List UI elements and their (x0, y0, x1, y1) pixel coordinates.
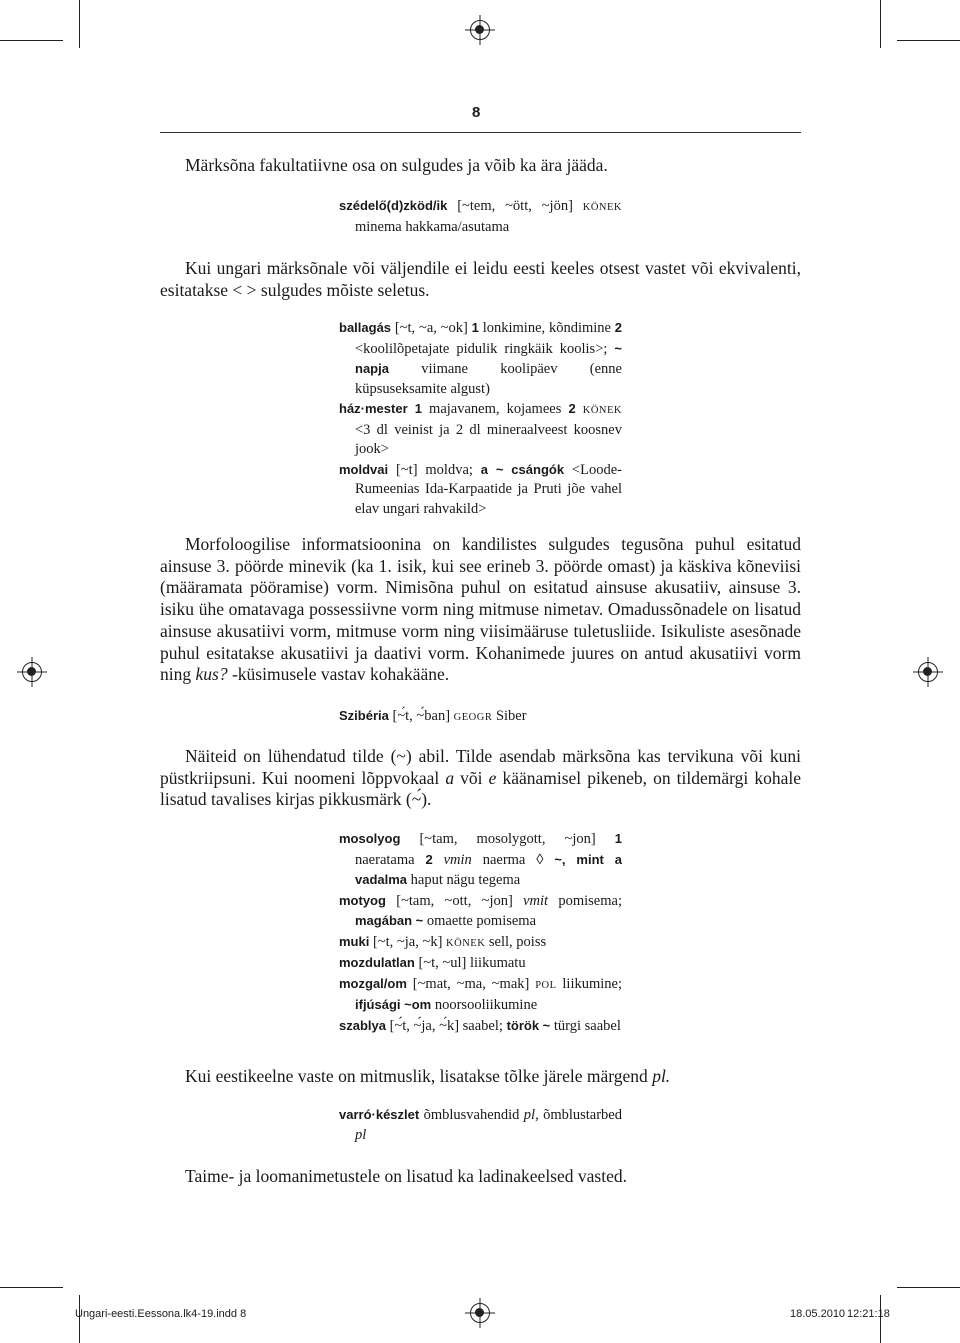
dictionary-entry: szablya [~́t, ~́ja, ~́k] saabel; török ~ türgi saabel (339, 1017, 621, 1034)
paragraph-tilde: Näiteid on lühendatud tilde (~) abil. Tilde asendab märksõna kas tervikuna või kuni püstkriipsuni. Kui noomeni lõppvokaal a või e käänamisel pikeneb, on tildemärgi kohale lisatud tavalises kirjas pikkusmärk (~́). (160, 746, 801, 810)
dictionary-entry: varró·készlet õmblusvahendid pl, õmblustarbed pl (339, 1107, 622, 1143)
paragraph-morphology: Morfoloogilise informatsioonina on kandilistes sulgudes tegusõna puhul esitatud ainsuse 3. pöörde minevik (ka 1. isik, kui see erineb 3. pöörde omast) ja käskiva kõneviisi (määramata pööramise) vorm. Nimisõna puhul on esitatud ainsuse akusatiiv, ainsuse 3. isiku ühe omatavaga possessiivne vorm ning mitmuse nimetav. Omadussõnadele on lisatud ainsuse akusatiivi vorm, mitmuse vorm ning viisimääruse tuletusliide. Isikuliste asesõnade puhul esitatakse akusatiivi ja daativi vorm. Kohanimede juures on antud akusatiivi vorm ning kus? -küsimusele vastav kohakääne. (160, 534, 801, 685)
crop-mark (897, 1287, 960, 1288)
footer-time: 12:21:18 (847, 1308, 890, 1320)
paragraph-plural: Kui eestikeelne vaste on mitmuslik, lisatakse tõlke järele märgend pl. (185, 1066, 671, 1086)
crop-mark (79, 0, 80, 48)
crop-mark (0, 40, 63, 41)
dictionary-entry: motyog [~tam, ~ott, ~jon] vmit pomisema; magában ~ omaette pomisema (339, 892, 622, 929)
crop-mark (897, 40, 960, 41)
example-block-ballagas (339, 318, 622, 519)
footer-filename: Ungari-eesti.Eessona.lk4-19.indd 8 (75, 1308, 247, 1320)
dictionary-entry: mozdulatlan [~t, ~ul] liikumatu (339, 955, 526, 971)
example-szedelo (339, 196, 622, 237)
registration-mark-icon (470, 1303, 490, 1323)
paragraph-explanation: Kui ungari märksõnale või väljendile ei leidu eesti keeles otsest vastet või ekvivalenti, esitatakse < > sulgudes mõiste seletus. (160, 258, 801, 300)
crop-mark (0, 1287, 63, 1288)
dictionary-entry: ballagás [~t, ~a, ~ok] 1 lonkimine, kõndimine 2 <koolilõpetajate pidulik ringkäik koolis>; ~ napja viimane koolipäev (enne küpsuseksamite algust) (339, 320, 623, 397)
dictionary-entry: szédelő(d)zköd/ik [~tem, ~ött, ~jön] KÖNEK minema hakkama/asutama (339, 198, 622, 235)
example-sziberia (339, 706, 622, 728)
crop-mark (880, 0, 881, 48)
dictionary-entry: muki [~t, ~ja, ~k] KÖNEK sell, poiss (339, 933, 547, 950)
dictionary-entry: mozgal/om [~mat, ~ma, ~mak] POL liikumine; ifjúsági ~om noorsooliikumine (339, 975, 622, 1013)
page-number: 8 (472, 104, 481, 121)
dictionary-entry: ház·mester 1 majavanem, kojamees 2 KÖNEK <3 dl veinist ja 2 dl mineraalveest koosnev jook> (339, 401, 623, 457)
footer-date: 18.05.2010 (790, 1308, 846, 1320)
dictionary-entry: Szibéria [~́t, ~́ban] GEOGR Siber (339, 708, 527, 724)
example-block-tilde (339, 829, 622, 1036)
paragraph-latin: Taime- ja loomanimetustele on lisatud ka ladinakeelsed vasted. (185, 1166, 627, 1186)
paragraph-optional-part: Märksõna fakultatiivne osa on sulgudes ja võib ka ära jääda. (185, 155, 608, 175)
dictionary-entry: mosolyog [~tam, mosolygott, ~jon] 1 naeratama 2 vmin naerma ◊ ~, mint a vadalma haput nägu tegema (339, 831, 622, 888)
registration-mark-icon (22, 662, 42, 682)
dictionary-entry: moldvai [~t] moldva; a ~ csángók <Loode-Rumeenias Ida-Karpaatide ja Pruti jõe vahel elav ungari rahvakild> (339, 461, 622, 517)
example-varrokeszlet (339, 1105, 622, 1145)
header-rule (160, 132, 801, 133)
registration-mark-icon (918, 662, 938, 682)
registration-mark-icon (470, 20, 490, 40)
